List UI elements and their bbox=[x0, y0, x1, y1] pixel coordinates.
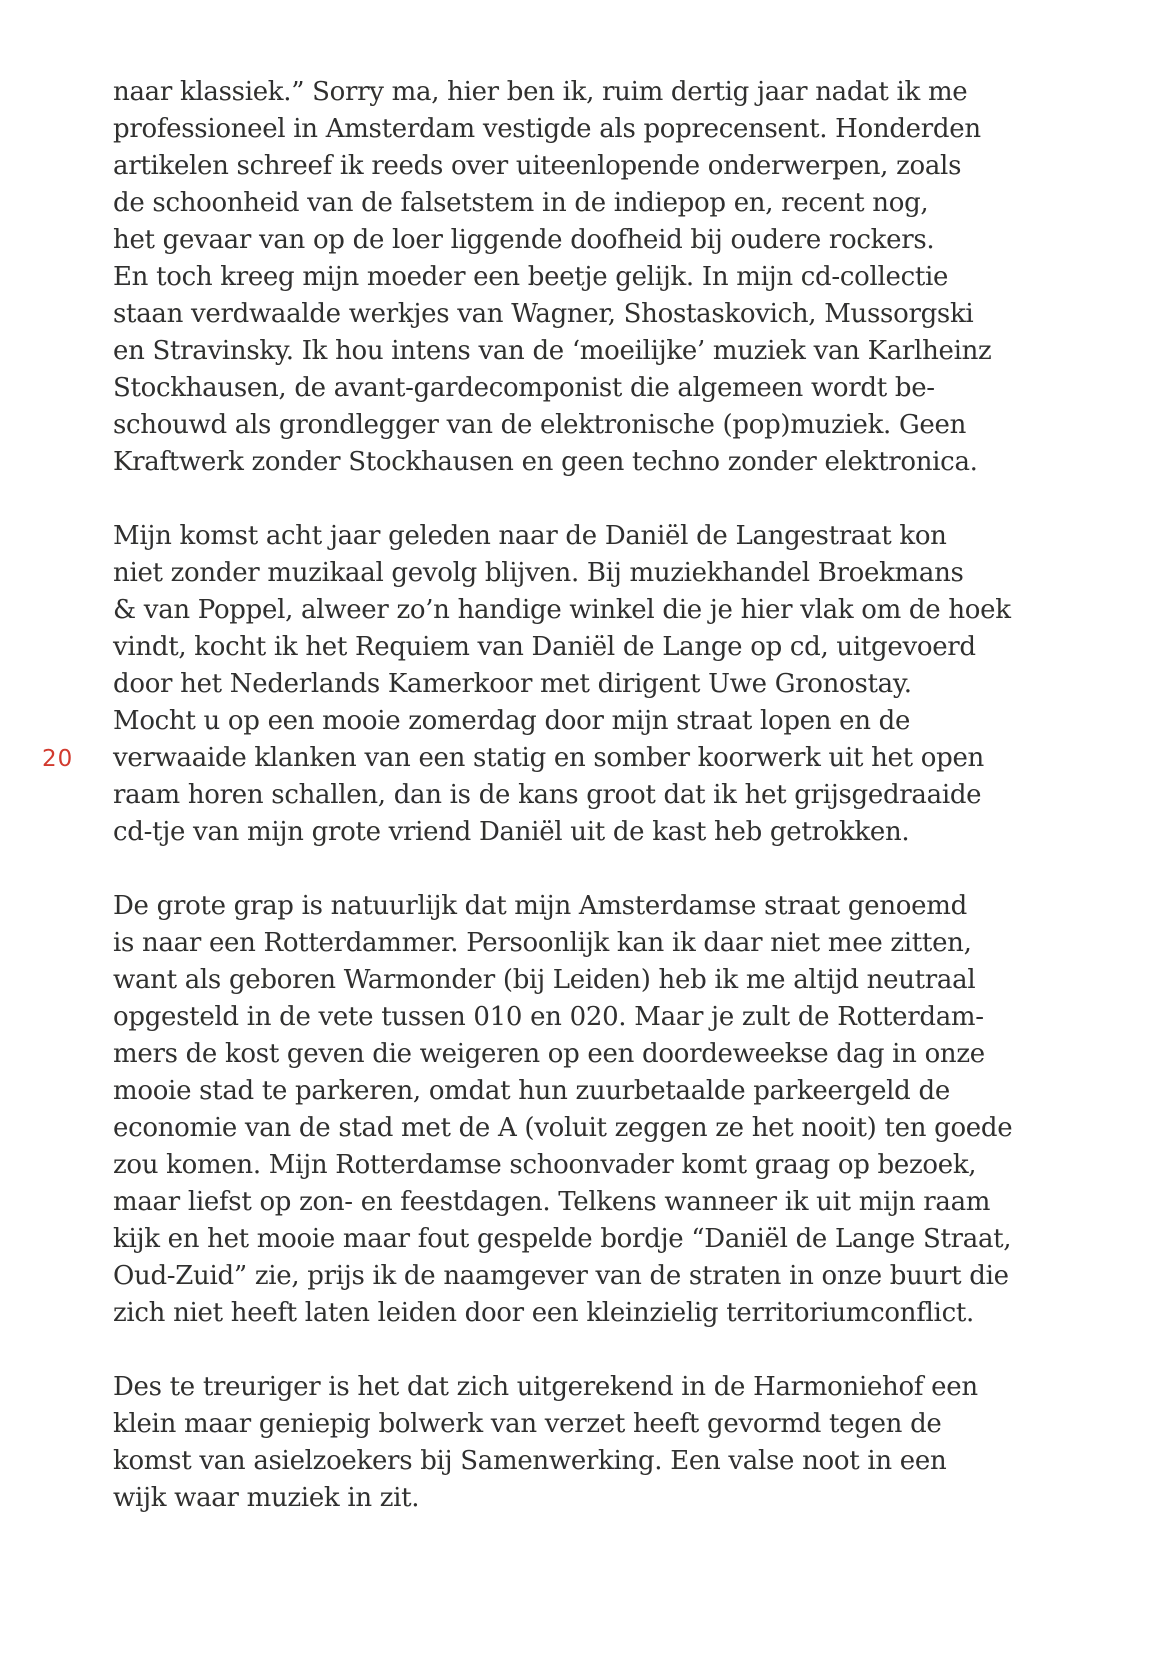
text-line: Des te treuriger is het dat zich uitgerekend in de Harmoniehof een bbox=[113, 1372, 978, 1402]
text-line: vindt, kocht ik het Requiem van Daniël de Lange op cd, uitgevoerd bbox=[113, 632, 976, 662]
text-line: kijk en het mooie maar fout gespelde bordje “Daniël de Lange Straat, bbox=[113, 1224, 1012, 1254]
text-line: verwaaide klanken van een statig en somber koorwerk uit het open bbox=[113, 743, 984, 773]
text-line: komst van asielzoekers bij Samenwerking. Een valse noot in een bbox=[113, 1446, 947, 1476]
text-line: en Stravinsky. Ik hou intens van de ‘moeilijke’ muziek van Karlheinz bbox=[113, 336, 992, 366]
paragraph bbox=[113, 888, 1013, 1332]
text-line: zich niet heeft laten leiden door een kleinzielig territoriumconflict. bbox=[113, 1298, 974, 1328]
text-line: mooie stad te parkeren, omdat hun zuurbetaalde parkeergeld de bbox=[113, 1076, 950, 1106]
text-line: niet zonder muzikaal gevolg blijven. Bij muziekhandel Broekmans bbox=[113, 558, 964, 588]
text-line: Mocht u op een mooie zomerdag door mijn straat lopen en de bbox=[113, 706, 911, 736]
text-line: economie van de stad met de A (voluit zeggen ze het nooit) ten goede bbox=[113, 1113, 1013, 1143]
text-line: raam horen schallen, dan is de kans groot dat ik het grijsgedraaide bbox=[113, 780, 982, 810]
text-line: & van Poppel, alweer zo’n handige winkel die je hier vlak om de hoek bbox=[113, 595, 1011, 625]
text-line: cd-tje van mijn grote vriend Daniël uit de kast heb getrokken. bbox=[113, 817, 910, 847]
text-line: opgesteld in de vete tussen 010 en 020. Maar je zult de Rotterdam- bbox=[113, 1002, 984, 1032]
text-line: Stockhausen, de avant-gardecomponist die algemeen wordt be- bbox=[113, 373, 935, 403]
page-number: 20 bbox=[42, 746, 74, 772]
text-line: schouwd als grondlegger van de elektronische (pop)muziek. Geen bbox=[113, 410, 967, 440]
text-line: Mijn komst acht jaar geleden naar de Daniël de Langestraat kon bbox=[113, 521, 947, 551]
text-line: Kraftwerk zonder Stockhausen en geen techno zonder elektronica. bbox=[113, 447, 978, 477]
text-line: door het Nederlands Kamerkoor met dirigent Uwe Gronostay. bbox=[113, 669, 912, 699]
text-line: zou komen. Mijn Rotterdamse schoonvader komt graag op bezoek, bbox=[113, 1150, 977, 1180]
text-line: staan verdwaalde werkjes van Wagner, Shostaskovich, Mussorgski bbox=[113, 299, 974, 329]
text-line: het gevaar van op de loer liggende doofheid bij oudere rockers. bbox=[113, 225, 935, 255]
text-line: wijk waar muziek in zit. bbox=[113, 1483, 420, 1513]
text-line: En toch kreeg mijn moeder een beetje gelijk. In mijn cd-collectie bbox=[113, 262, 949, 292]
text-line: De grote grap is natuurlijk dat mijn Amsterdamse straat genoemd bbox=[113, 891, 967, 921]
paragraph bbox=[113, 74, 992, 481]
text-line: de schoonheid van de falsetstem in de indiepop en, recent nog, bbox=[113, 188, 929, 218]
text-line: want als geboren Warmonder (bij Leiden) heb ik me altijd neutraal bbox=[113, 965, 976, 995]
text-line: Oud-Zuid” zie, prijs ik de naamgever van de straten in onze buurt die bbox=[113, 1261, 1009, 1291]
text-line: klein maar geniepig bolwerk van verzet heeft gevormd tegen de bbox=[113, 1409, 942, 1439]
body-text bbox=[113, 74, 1013, 1554]
text-line: is naar een Rotterdammer. Persoonlijk kan ik daar niet mee zitten, bbox=[113, 928, 972, 958]
text-line: naar klassiek.” Sorry ma, hier ben ik, ruim dertig jaar nadat ik me bbox=[113, 77, 968, 107]
text-line: artikelen schreef ik reeds over uiteenlopende onderwerpen, zoals bbox=[113, 151, 962, 181]
paragraph bbox=[113, 1369, 978, 1517]
text-line: professioneel in Amsterdam vestigde als poprecensent. Honderden bbox=[113, 114, 981, 144]
text-line: mers de kost geven die weigeren op een doordeweekse dag in onze bbox=[113, 1039, 985, 1069]
text-line: maar liefst op zon- en feestdagen. Telkens wanneer ik uit mijn raam bbox=[113, 1187, 991, 1217]
paragraph bbox=[113, 518, 1011, 851]
